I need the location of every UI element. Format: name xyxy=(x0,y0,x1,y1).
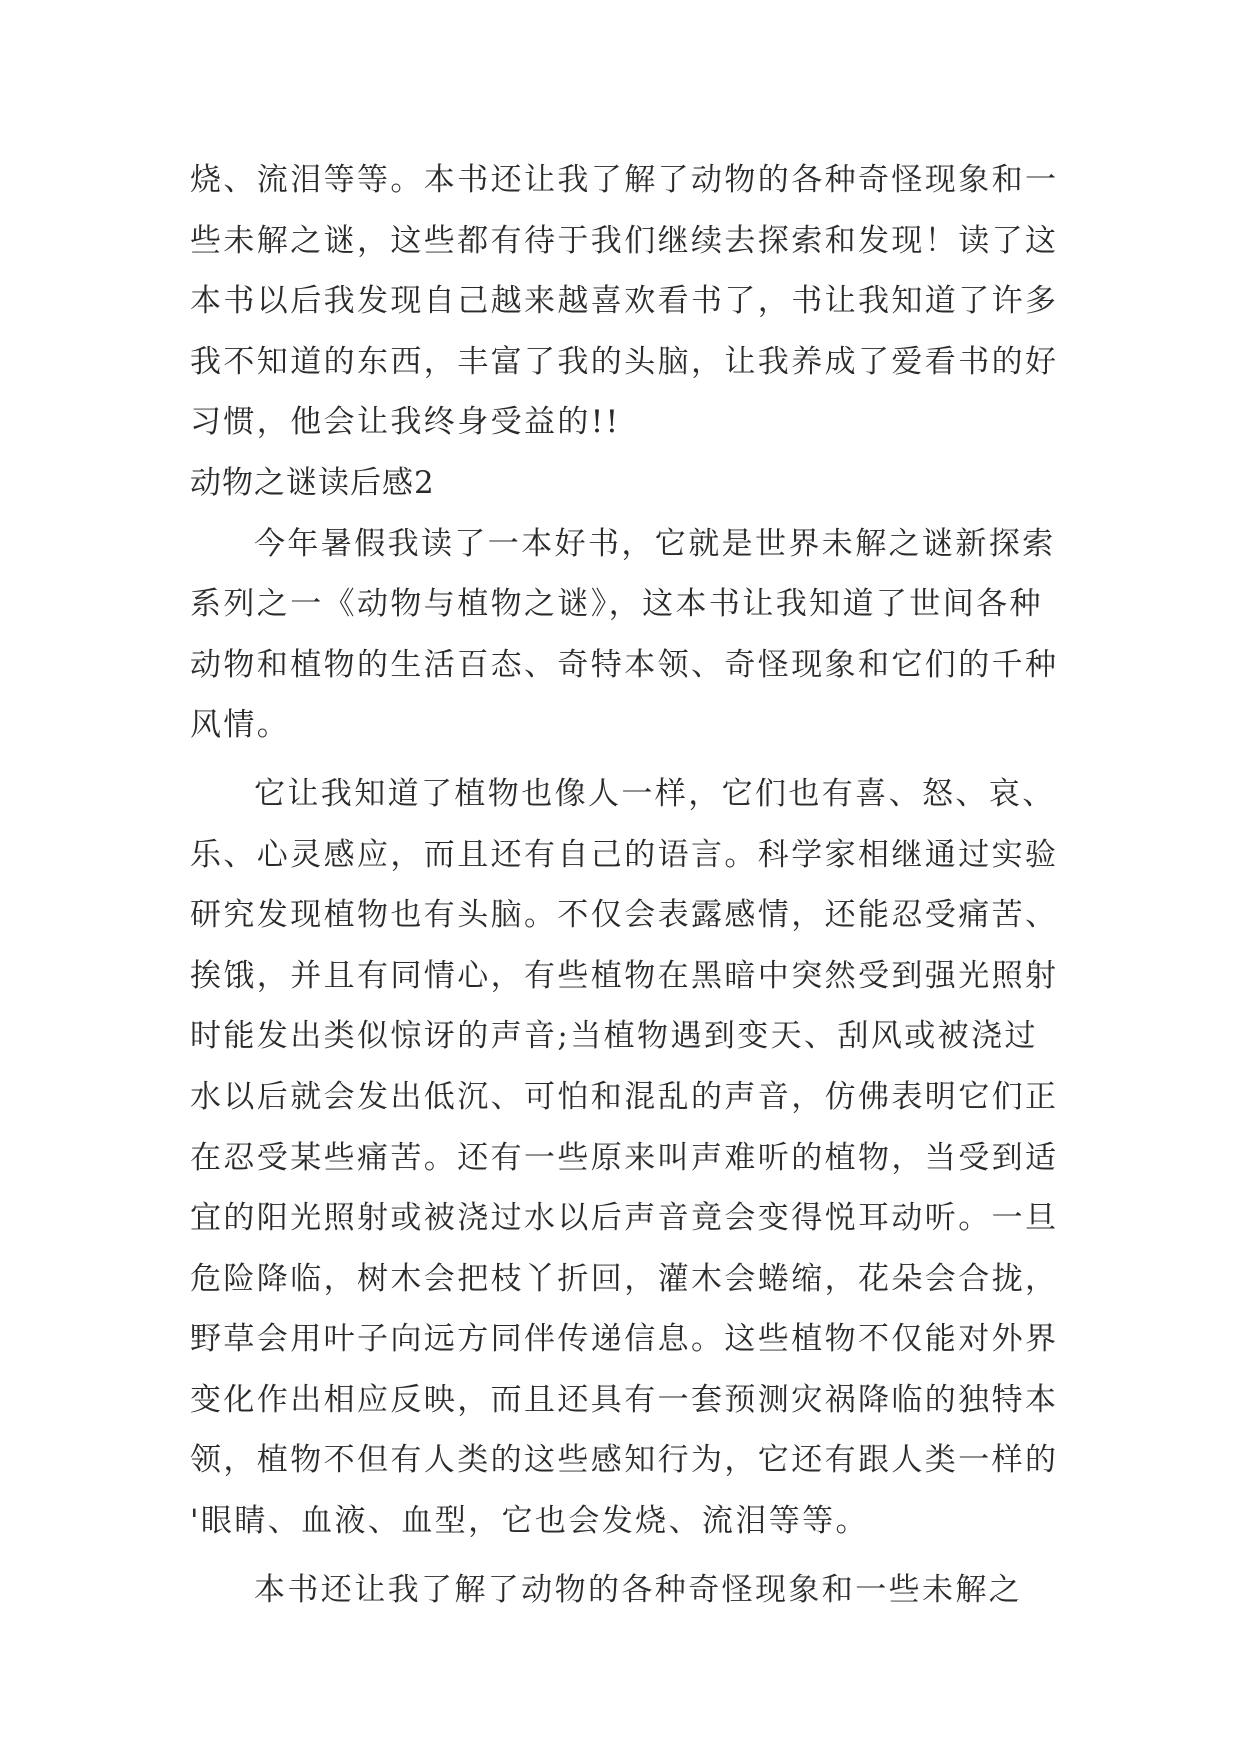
paragraph-3 xyxy=(190,764,1060,1552)
text-line: 烧、流泪等等。本书还让我了解了动物的各种奇怪现象和一 xyxy=(190,162,1059,198)
text-line: 挨饿，并且有同情心，有些植物在黑暗中突然受到强光照射 xyxy=(190,957,1059,994)
paragraph-1 xyxy=(190,150,1060,453)
text-line: 本书以后我发现自己越来越喜欢看书了，书让我知道了许多 xyxy=(190,283,1059,320)
text-line: 变化作出相应反映，而且还具有一套预测灾祸降临的独特本 xyxy=(190,1381,1059,1418)
text-line: 水以后就会发出低沉、可怕和混乱的声音，仿佛表明它们正 xyxy=(190,1078,1059,1115)
text-line: 我不知道的东西，丰富了我的头脑，让我养成了爱看书的好 xyxy=(190,343,1059,380)
text-line: 时能发出类似惊讶的声音;当植物遇到变天、刮风或被浇过 xyxy=(190,1018,1038,1055)
text-line: 危险降临，树木会把枝丫折回，灌木会蜷缩，花朵会合拢， xyxy=(190,1260,1059,1297)
paragraph-2 xyxy=(190,514,1060,756)
text-line: 宜的阳光照射或被浇过水以后声音竟会变得悦耳动听。一旦 xyxy=(190,1200,1059,1237)
text-line: 研究发现植物也有头脑。不仅会表露感情，还能忍受痛苦、 xyxy=(190,897,1059,934)
text-line: 今年暑假我读了一本好书，它就是世界未解之谜新探索 xyxy=(254,525,1056,562)
text-line: 些未解之谜，这些都有待于我们继续去探索和发现！读了这 xyxy=(190,222,1059,259)
text-line: 系列之一《动物与植物之谜》，这本书让我知道了世间各种 xyxy=(190,586,1043,623)
text-line: 在忍受某些痛苦。还有一些原来叫声难听的植物，当受到适 xyxy=(190,1139,1059,1176)
text-line: 它让我知道了植物也像人一样，它们也有喜、怒、哀、 xyxy=(254,775,1056,812)
text-line: 领，植物不但有人类的这些感知行为，它还有跟人类一样的 xyxy=(190,1442,1059,1479)
text-line: 野草会用叶子向远方同伴传递信息。这些植物不仅能对外界 xyxy=(190,1321,1059,1358)
document-body xyxy=(190,150,1060,1620)
section-heading: 动物之谜读后感2 xyxy=(190,464,435,501)
text-line: 风情。 xyxy=(190,707,291,744)
text-line: 乐、心灵感应，而且还有自己的语言。科学家相继通过实验 xyxy=(190,836,1059,873)
text-line: 习惯，他会让我终身受益的!! xyxy=(190,404,621,441)
paragraph-4 xyxy=(190,1560,1060,1621)
text-line: 动物和植物的生活百态、奇特本领、奇怪现象和它们的千种 xyxy=(190,646,1059,683)
text-line: 本书还让我了解了动物的各种奇怪现象和一些未解之 xyxy=(254,1571,1023,1608)
text-line: '眼睛、血液、血型，它也会发烧、流泪等等。 xyxy=(190,1503,869,1540)
